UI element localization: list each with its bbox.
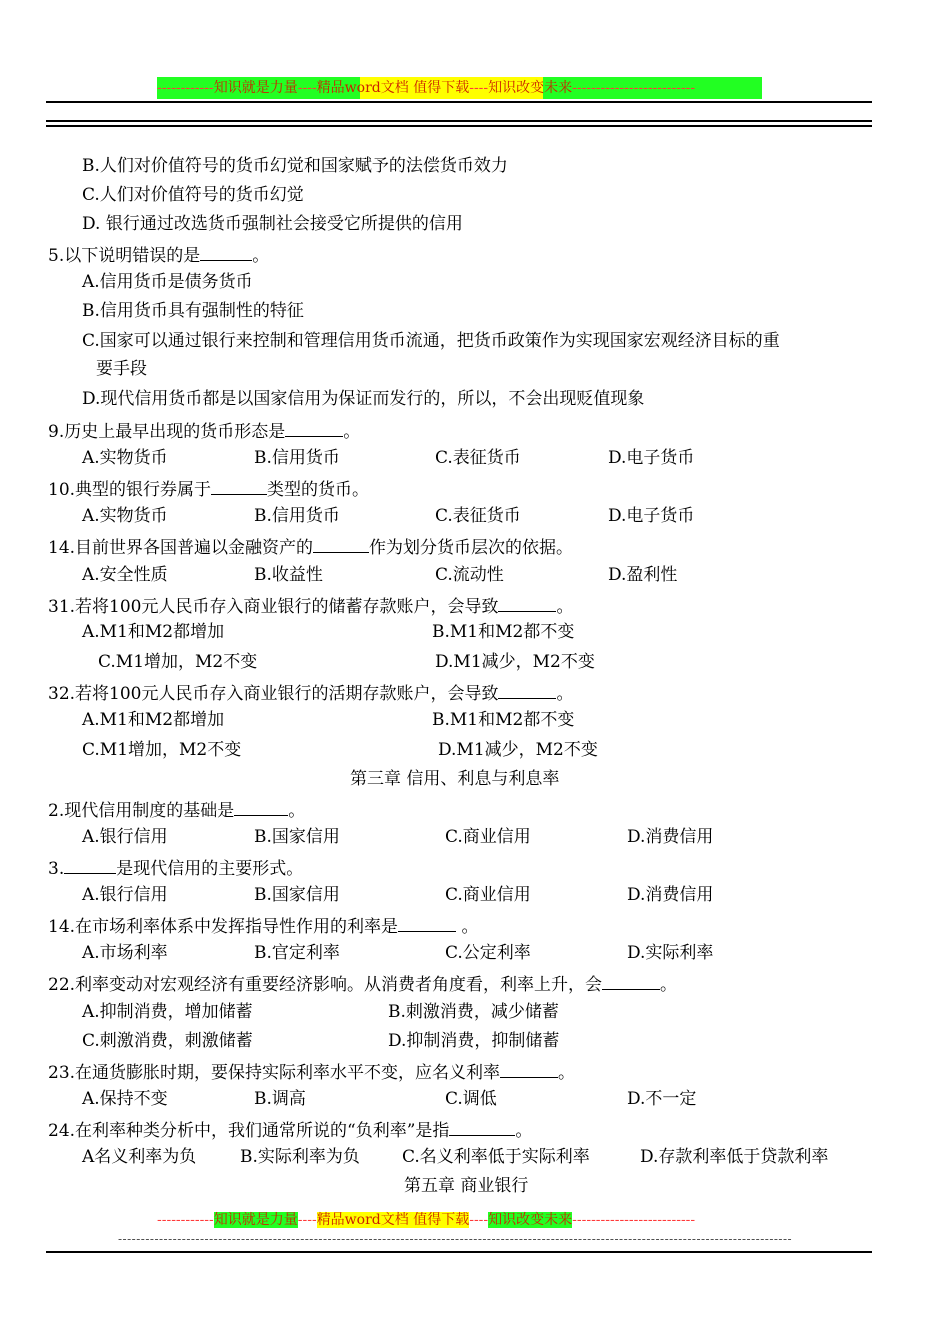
option: D.存款利率低于贷款利率: [640, 1147, 829, 1167]
text-line: D. 银行通过改选货币强制社会接受它所提供的信用: [82, 214, 463, 234]
banner-tail-dashes: --------------------------: [572, 1212, 696, 1228]
option: A名义利率为负: [82, 1147, 197, 1167]
option: D.实际利率: [627, 943, 714, 963]
option: C.公定利率: [445, 943, 531, 963]
chapter-5-heading: 第五章 商业银行: [404, 1176, 529, 1196]
question-31: 31.若将100元人民币存入商业银行的储蓄存款账户，会导致 。: [48, 593, 573, 618]
option: B.信用货币: [254, 506, 340, 526]
option: B.M1和M2都不变: [432, 710, 575, 730]
text-line: B.人们对价值符号的货币幻觉和国家赋予的法偿货币效力: [82, 156, 508, 176]
text-line: D.现代信用货币都是以国家信用为保证而发行的，所以，不会出现贬值现象: [82, 389, 645, 409]
banner-sep-1: ----: [297, 80, 317, 96]
banner-segment-1: 知识就是力量: [213, 80, 298, 96]
option: B.信用货币: [254, 448, 340, 468]
option: D.电子货币: [608, 506, 695, 526]
banner-sep-2: ----: [469, 1212, 489, 1228]
option: B.国家信用: [254, 827, 340, 847]
header-banner: [157, 77, 807, 99]
c3-question-24: 24.在利率种类分析中，我们通常所说的“负利率”是指 。: [48, 1117, 532, 1142]
option: A.抑制消费，增加储蓄: [82, 1002, 253, 1022]
c3-question-23: 23.在通货膨胀时期，要保持实际利率水平不变，应名义利率 。: [48, 1059, 575, 1084]
option: D.M1减少，M2不变: [435, 652, 595, 672]
option: C.流动性: [435, 565, 504, 585]
option: D.盈利性: [608, 565, 678, 585]
chapter-3-heading: 第三章 信用、利息与利息率: [350, 769, 560, 789]
option: C.M1增加，M2不变: [98, 652, 258, 672]
footer-rule: [46, 1251, 872, 1253]
option: C.调低: [445, 1089, 497, 1109]
option: A.安全性质: [82, 565, 168, 585]
text-line: 要手段: [96, 359, 147, 379]
option: C.商业信用: [445, 827, 531, 847]
question-10: 10.典型的银行券属于 类型的货币。: [48, 476, 369, 501]
banner-sep-2: ----: [469, 80, 489, 96]
option: B.实际利率为负: [240, 1147, 360, 1167]
footer-dashes: ----------------------------------------------------------------------------------------------------------------------------------------------------: [118, 1232, 793, 1246]
banner-sep-1: ----: [297, 1212, 317, 1228]
c3-question-2: 2.现代信用制度的基础是 。: [48, 797, 305, 822]
option: A.保持不变: [82, 1089, 168, 1109]
option: D.消费信用: [627, 885, 714, 905]
option: B.刺激消费，减少储蓄: [388, 1002, 559, 1022]
banner-lead-dashes: ------------: [157, 80, 214, 96]
c3-question-22: 22.利率变动对宏观经济有重要经济影响。从消费者角度看，利率上升，会 。: [48, 971, 677, 996]
option: A.银行信用: [82, 827, 168, 847]
option: A.银行信用: [82, 885, 168, 905]
banner-segment-3: 知识改变未来: [488, 1212, 573, 1228]
footer-banner: [157, 1209, 807, 1231]
header-rule-double-1: [46, 120, 872, 122]
option: D.M1减少，M2不变: [438, 740, 598, 760]
option: A.实物货币: [82, 506, 168, 526]
banner-tail-dashes: --------------------------: [572, 80, 696, 96]
option: A.实物货币: [82, 448, 168, 468]
question-32: 32.若将100元人民币存入商业银行的活期存款账户，会导致 。: [48, 680, 573, 705]
banner-segment-3: 知识改变未来: [488, 80, 573, 96]
option: D.不一定: [627, 1089, 697, 1109]
option: D.电子货币: [608, 448, 695, 468]
c3-question-3: 3. 是现代信用的主要形式。: [48, 855, 303, 880]
question-9: 9.历史上最早出现的货币形态是 。: [48, 418, 360, 443]
banner-segment-1: 知识就是力量: [213, 1212, 298, 1228]
header-rule: [46, 101, 872, 103]
option: C.名义利率低于实际利率: [402, 1147, 590, 1167]
option: D.消费信用: [627, 827, 714, 847]
option: C.表征货币: [435, 506, 521, 526]
option: A.M1和M2都增加: [82, 622, 225, 642]
option: B.调高: [254, 1089, 306, 1109]
banner-segment-2: 精品word文档 值得下载: [316, 1212, 470, 1228]
banner-lead-dashes: ------------: [157, 1212, 214, 1228]
text-line: A.信用货币是债务货币: [82, 272, 253, 292]
question-5: 5.以下说明错误的是 。: [48, 242, 269, 267]
question-14: 14.目前世界各国普遍以金融资产的 作为划分货币层次的依据。: [48, 534, 573, 559]
option: B.官定利率: [254, 943, 340, 963]
c3-question-14: 14.在市场利率体系中发挥指导性作用的利率是 。: [48, 913, 478, 938]
option: B.国家信用: [254, 885, 340, 905]
option: B.M1和M2都不变: [432, 622, 575, 642]
text-line: C.人们对价值符号的货币幻觉: [82, 185, 304, 205]
option: A.M1和M2都增加: [82, 710, 225, 730]
option: C.表征货币: [435, 448, 521, 468]
option: C.商业信用: [445, 885, 531, 905]
option: B.收益性: [254, 565, 323, 585]
banner-segment-2: 精品word文档 值得下载: [316, 80, 470, 96]
header-rule-double-2: [46, 125, 872, 127]
option: C.刺激消费，刺激储蓄: [82, 1031, 253, 1051]
option: A.市场利率: [82, 943, 168, 963]
text-line: C.国家可以通过银行来控制和管理信用货币流通，把货币政策作为实现国家宏观经济目标的重: [82, 331, 780, 351]
text-line: B.信用货币具有强制性的特征: [82, 301, 304, 321]
option: D.抑制消费，抑制储蓄: [388, 1031, 560, 1051]
option: C.M1增加，M2不变: [82, 740, 242, 760]
